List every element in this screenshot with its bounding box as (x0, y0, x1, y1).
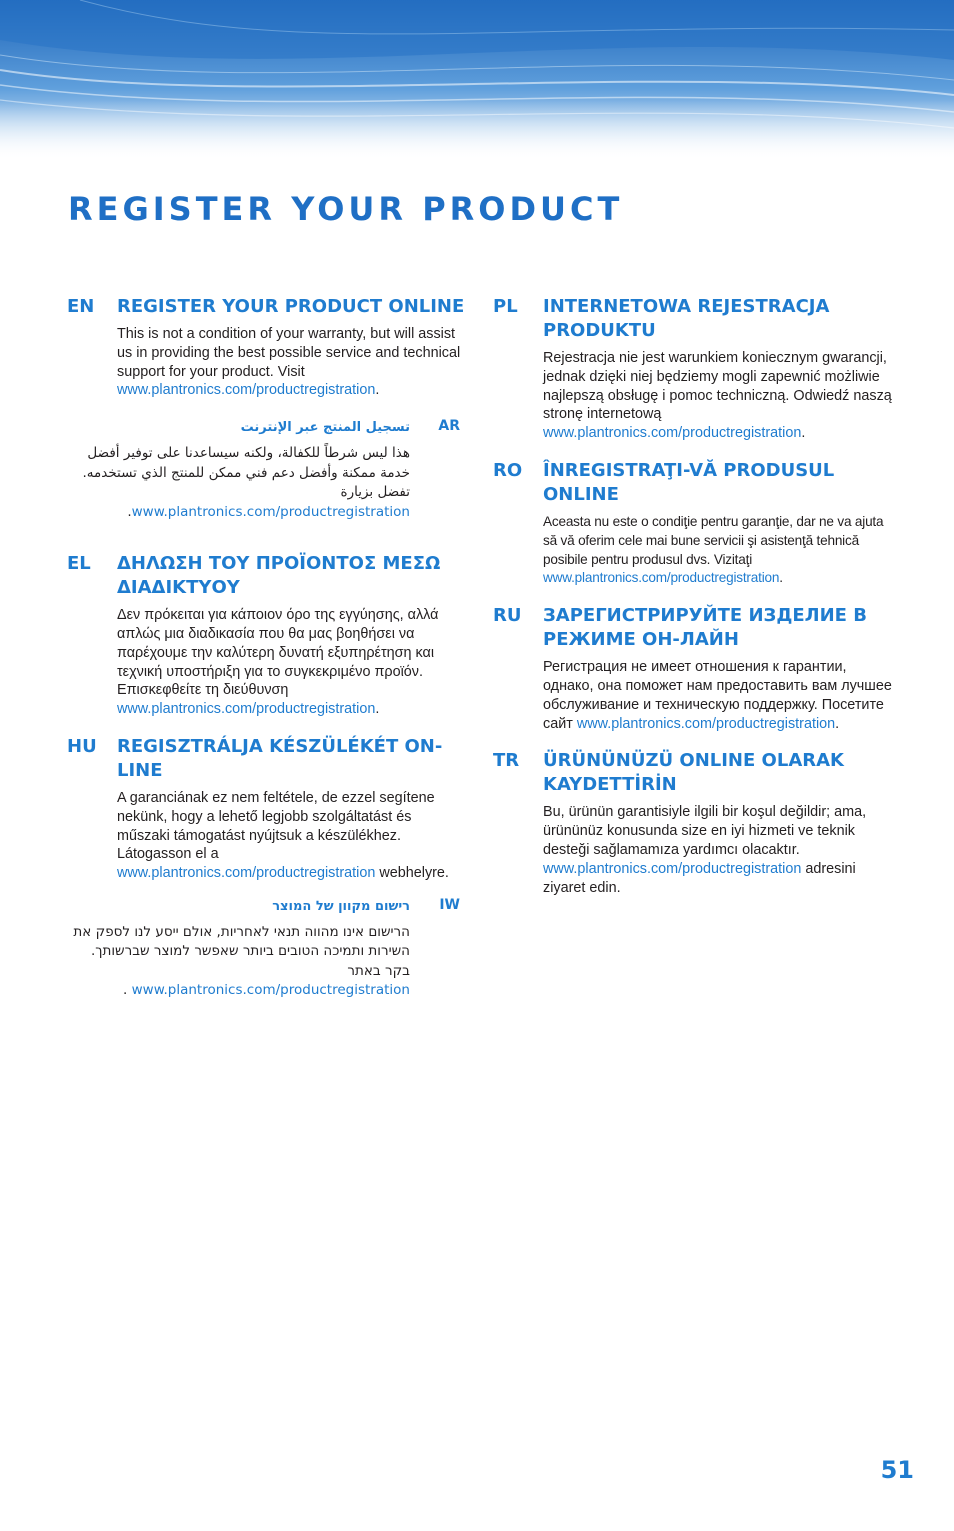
language-code: IW (439, 896, 460, 913)
language-code: AR (438, 418, 460, 435)
language-code: RO (493, 459, 523, 481)
section-body: Rejestracja nie jest warunkiem koniecznym gwarancji, jednak dzięki niej będziemy mogli zapewnić możliwie najlepszą obsługę i pomoc techniczną. Odwiedź naszą stronę internetową www.plantronics.com/productregistration. (543, 350, 892, 442)
registration-link[interactable]: www.plantronics.com/productregistration (576, 715, 836, 732)
right-column (493, 295, 893, 897)
section-body: هذا ليس شرطاً للكفالة، ولكنه سيساعدنا على توفير أفضل خدمة ممكنة وأفضل دعم فني ممكن للمنتج الذي تستخدمه. تفضل بزيارة www.plantronics.com/productregistration. (82, 445, 410, 520)
section-body: Bu, ürünün garantisiyle ilgili bir koşul değildir; ama, ürününüz konusunda size en iyi hizmeti ve teknik desteği sağlamamıza yardımcı olacaktır. www.plantronics.com/productregistration adresini ziyaret edin. (543, 804, 867, 896)
registration-link[interactable]: www.plantronics.com/productregistration (117, 701, 376, 718)
language-code: TR (493, 750, 520, 772)
section-heading: REGISTER YOUR PRODUCT ONLINE (117, 296, 465, 317)
page-title: REGISTER YOUR PRODUCT (68, 190, 624, 228)
section-tr (493, 749, 893, 897)
section-pl (493, 295, 893, 443)
section-heading: ΔΗΛΩΣΗ ΤΟΥ ΠΡΟΪΟΝΤΟΣ ΜΕΣΩ ΔΙΑΔΙΚΤΥΟΥ (117, 553, 441, 599)
language-code: EL (67, 553, 91, 575)
section-body: Aceasta nu este o condiţie pentru garanţie, dar ne va ajuta să vă oferim cele mai bune servicii şi asistenţă tehnică posibile pentru produsul dvs. Vizitaţi www.plantronics.com/productregistration. (543, 513, 884, 586)
section-heading: ÎNREGISTRAŢI-VĂ PRODUSUL ONLINE (543, 459, 835, 505)
registration-link[interactable]: www.plantronics.com/productregistration (543, 860, 802, 877)
page-number: 51 (880, 1456, 914, 1484)
registration-link[interactable]: www.plantronics.com/productregistration (117, 382, 376, 399)
registration-link[interactable]: www.plantronics.com/productregistration (131, 503, 410, 520)
language-code: PL (493, 296, 518, 317)
language-code: EN (67, 296, 95, 317)
registration-link[interactable]: www.plantronics.com/productregistration (117, 865, 376, 882)
registration-link[interactable]: www.plantronics.com/productregistration (543, 425, 802, 442)
section-body: Δεν πρόκειται για κάποιον όρο της εγγύησης, αλλά απλώς μια διαδικασία που θα μας βοηθήσει να παρέχουμε την καλύτερη δυνατή εξυπηρέτηση και τεχνική υποστήριξη για το συγκεκριμένο προϊόν. Επισκεφθείτε τη διεύθυνση www.plantronics.com/productregistration. (117, 607, 439, 718)
registration-link[interactable]: www.plantronics.com/productregistration (131, 982, 410, 999)
left-column (67, 295, 467, 1001)
section-heading: ЗАРЕГИСТРИРУЙТЕ ИЗДЕЛИЕ В РЕЖИМЕ ОН-ЛАЙН (543, 605, 867, 651)
section-body: A garanciának ez nem feltétele, de ezzel segítene nekünk, hogy a lehető legjobb szolgáltatást és műszaki támogatást nyújtsuk a készülékhez. Látogasson el a www.plantronics.com/productregistration webhelyre. (117, 789, 449, 882)
section-ro (493, 459, 893, 588)
header-banner (0, 0, 954, 160)
section-body: הרישום אינו מהווה תנאי לאחריות, אולם ייסע לנו לספק את השירות ותמיכה הטובים ביותר שאפשר למוצר שברשותך. בקר באתר www.plantronics.com/productregistration . (73, 923, 410, 999)
section-heading: REGISZTRÁLJA KÉSZÜLÉKÉT ON-LINE (117, 735, 443, 781)
section-ar (67, 418, 467, 522)
section-heading: רישום מקוון של המוצר (272, 898, 410, 914)
section-hu (67, 735, 467, 883)
section-heading: تسجيل المنتج عبر الإنترنت (240, 420, 410, 436)
section-en (67, 295, 467, 400)
section-el (67, 552, 467, 719)
language-code: HU (67, 735, 97, 757)
section-body: Регистрация не имеет отношения к гарантии, однако, она поможет нам предоставить вам лучшее обслуживание и техническую поддержку. Посетите сайт www.plantronics.com/productregistration. (543, 659, 892, 732)
language-code: RU (493, 605, 522, 627)
section-ru (493, 604, 893, 733)
section-body: This is not a condition of your warranty, but will assist us in providing the best possible service and technical support for your product. Visit www.plantronics.com/productregistration. (117, 326, 461, 399)
registration-link[interactable]: www.plantronics.com/productregistration (543, 570, 780, 586)
section-heading: ÜRÜNÜNÜZÜ ONLINE OLARAK KAYDETTİRİN (543, 750, 844, 796)
section-heading: INTERNETOWA REJESTRACJA PRODUKTU (543, 296, 830, 341)
section-iw (67, 897, 467, 1001)
